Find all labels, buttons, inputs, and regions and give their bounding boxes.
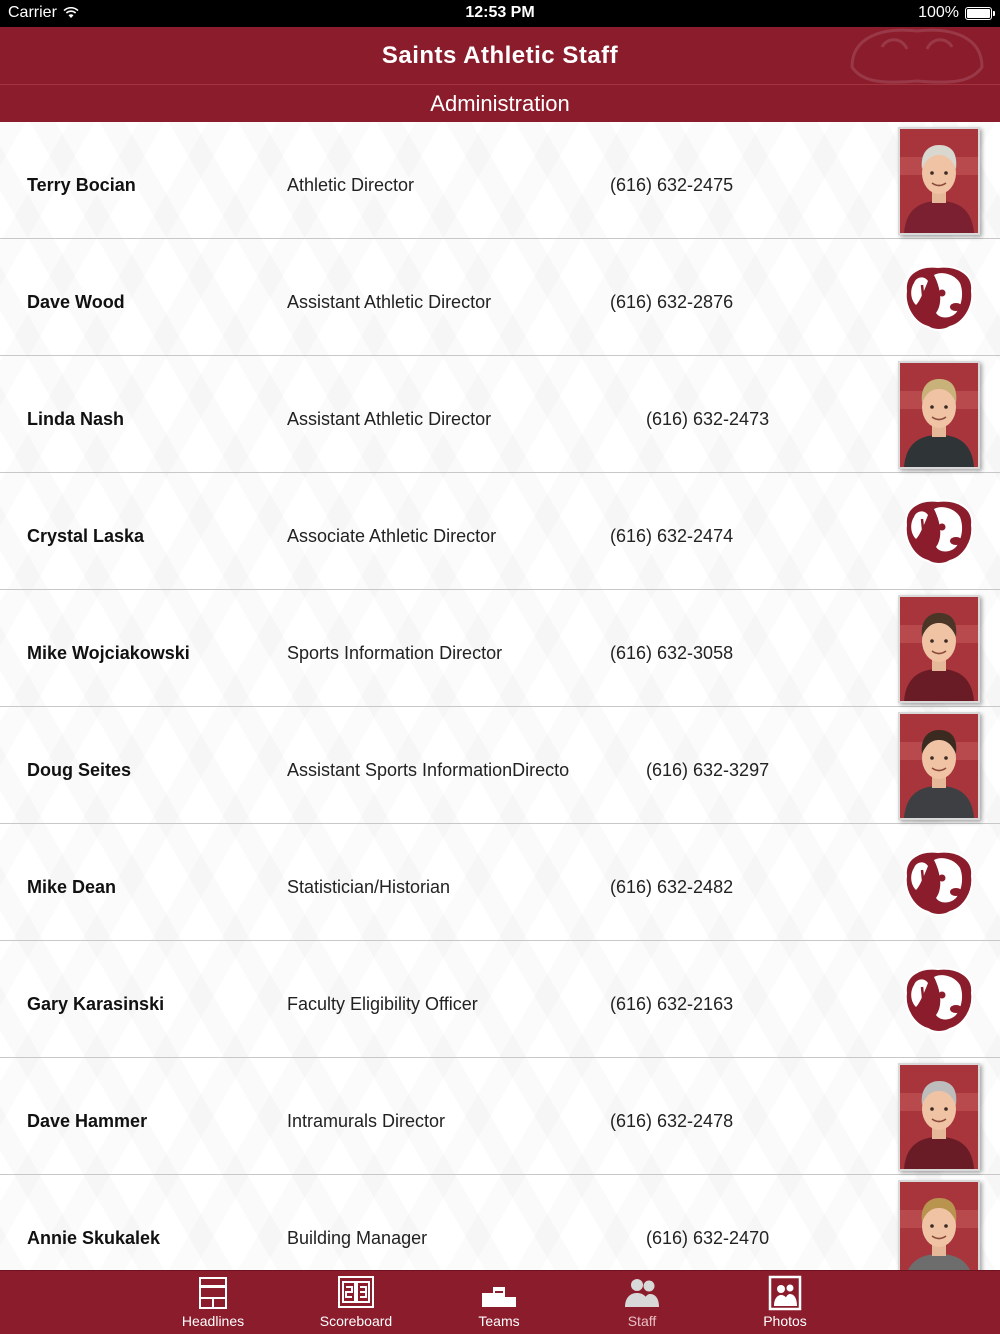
staff-phone-link[interactable]: (616) 632-2474 [610, 526, 734, 546]
staff-phone-link[interactable]: (616) 632-2482 [610, 877, 734, 897]
clock: 12:53 PM [465, 4, 535, 21]
staff-role: Building Manager [287, 1228, 428, 1248]
tab-label: Teams [478, 1313, 520, 1329]
tab-teams[interactable] [444, 1271, 554, 1334]
staff-list[interactable] [0, 122, 1000, 1270]
staff-logo-placeholder [898, 261, 980, 333]
status-bar [0, 0, 1000, 27]
staff-role: Sports Information Director [287, 643, 503, 663]
photo-icon [766, 1275, 804, 1311]
staff-photo-portrait-icon [900, 1182, 978, 1270]
podium-icon [480, 1275, 518, 1311]
staff-row[interactable] [0, 356, 1000, 473]
staff-photo-portrait-icon [900, 129, 978, 233]
staff-logo-placeholder [898, 846, 980, 918]
staff-phone-link[interactable]: (616) 632-2473 [646, 409, 770, 429]
staff-photo-portrait-icon [900, 714, 978, 818]
staff-phone-link[interactable]: (616) 632-2163 [610, 994, 734, 1014]
staff-role: Statistician/Historian [287, 877, 451, 897]
tab-scoreboard[interactable] [301, 1271, 411, 1334]
staff-role: Athletic Director [287, 175, 415, 195]
tab-label: Photos [763, 1313, 807, 1329]
staff-role: Associate Athletic Director [287, 526, 497, 546]
staff-name: Mike Dean [27, 877, 117, 897]
staff-phone-link[interactable]: (616) 632-2478 [610, 1111, 734, 1131]
staff-phone-link[interactable]: (616) 632-3297 [646, 760, 770, 780]
staff-name: Mike Wojciakowski [27, 643, 190, 663]
podium-icon [480, 1275, 518, 1311]
scoreboard-icon [337, 1275, 375, 1311]
staff-logo-placeholder [898, 495, 980, 567]
staff-photo [898, 1180, 980, 1270]
saints-mascot-logo-icon [898, 963, 980, 1035]
staff-role: Assistant Athletic Director [287, 409, 492, 429]
staff-name: Terry Bocian [27, 175, 136, 195]
staff-phone-link[interactable]: (616) 632-3058 [610, 643, 734, 663]
people-icon [623, 1275, 661, 1311]
tab-headlines[interactable] [158, 1271, 268, 1334]
staff-role: Assistant Sports InformationDirecto [287, 760, 570, 780]
staff-name: Dave Wood [27, 292, 125, 312]
staff-photo [898, 712, 980, 820]
battery-percent: 100% [918, 4, 959, 21]
tab-label: Headlines [181, 1313, 245, 1329]
staff-role: Intramurals Director [287, 1111, 446, 1131]
staff-row[interactable] [0, 824, 1000, 941]
staff-name: Doug Seites [27, 760, 132, 780]
staff-role: Assistant Athletic Director [287, 292, 492, 312]
staff-photo-portrait-icon [900, 1065, 978, 1169]
staff-phone-link[interactable]: (616) 632-2475 [610, 175, 734, 195]
staff-photo [898, 127, 980, 235]
staff-photo [898, 595, 980, 703]
staff-row[interactable] [0, 1175, 1000, 1270]
saints-mascot-logo-icon [898, 846, 980, 918]
staff-row[interactable] [0, 122, 1000, 239]
section-header: Administration [0, 84, 1000, 122]
staff-photo-portrait-icon [900, 363, 978, 467]
tab-staff[interactable] [587, 1271, 697, 1334]
staff-name: Linda Nash [27, 409, 125, 429]
tab-bar [0, 1270, 1000, 1334]
scoreboard-icon [337, 1275, 375, 1311]
staff-row[interactable] [0, 590, 1000, 707]
staff-row[interactable] [0, 1058, 1000, 1175]
staff-logo-placeholder [898, 963, 980, 1035]
battery-icon [965, 7, 992, 20]
people-icon [623, 1275, 661, 1311]
staff-phone-link[interactable]: (616) 632-2470 [646, 1228, 770, 1248]
staff-photo [898, 361, 980, 469]
staff-photo [898, 1063, 980, 1171]
photo-icon [766, 1275, 804, 1311]
staff-row[interactable] [0, 941, 1000, 1058]
newspaper-icon [194, 1275, 232, 1311]
staff-name: Crystal Laska [27, 526, 145, 546]
tab-photos[interactable] [730, 1271, 840, 1334]
tab-label: Scoreboard [319, 1313, 393, 1329]
saints-mascot-logo-icon [898, 495, 980, 567]
navigation-bar [0, 27, 1000, 84]
staff-row[interactable] [0, 473, 1000, 590]
page-title: Saints Athletic Staff [381, 42, 619, 69]
staff-photo-portrait-icon [900, 597, 978, 701]
staff-name: Dave Hammer [27, 1111, 148, 1131]
staff-name: Annie Skukalek [27, 1228, 161, 1248]
carrier-label: Carrier [8, 4, 57, 21]
tab-label: Staff [627, 1313, 657, 1329]
saints-mascot-logo-icon [898, 261, 980, 333]
staff-role: Faculty Eligibility Officer [287, 994, 478, 1014]
staff-row[interactable] [0, 239, 1000, 356]
battery-indicator [918, 4, 992, 22]
staff-name: Gary Karasinski [27, 994, 165, 1014]
newspaper-icon [194, 1275, 232, 1311]
staff-row[interactable] [0, 707, 1000, 824]
staff-phone-link[interactable]: (616) 632-2876 [610, 292, 734, 312]
